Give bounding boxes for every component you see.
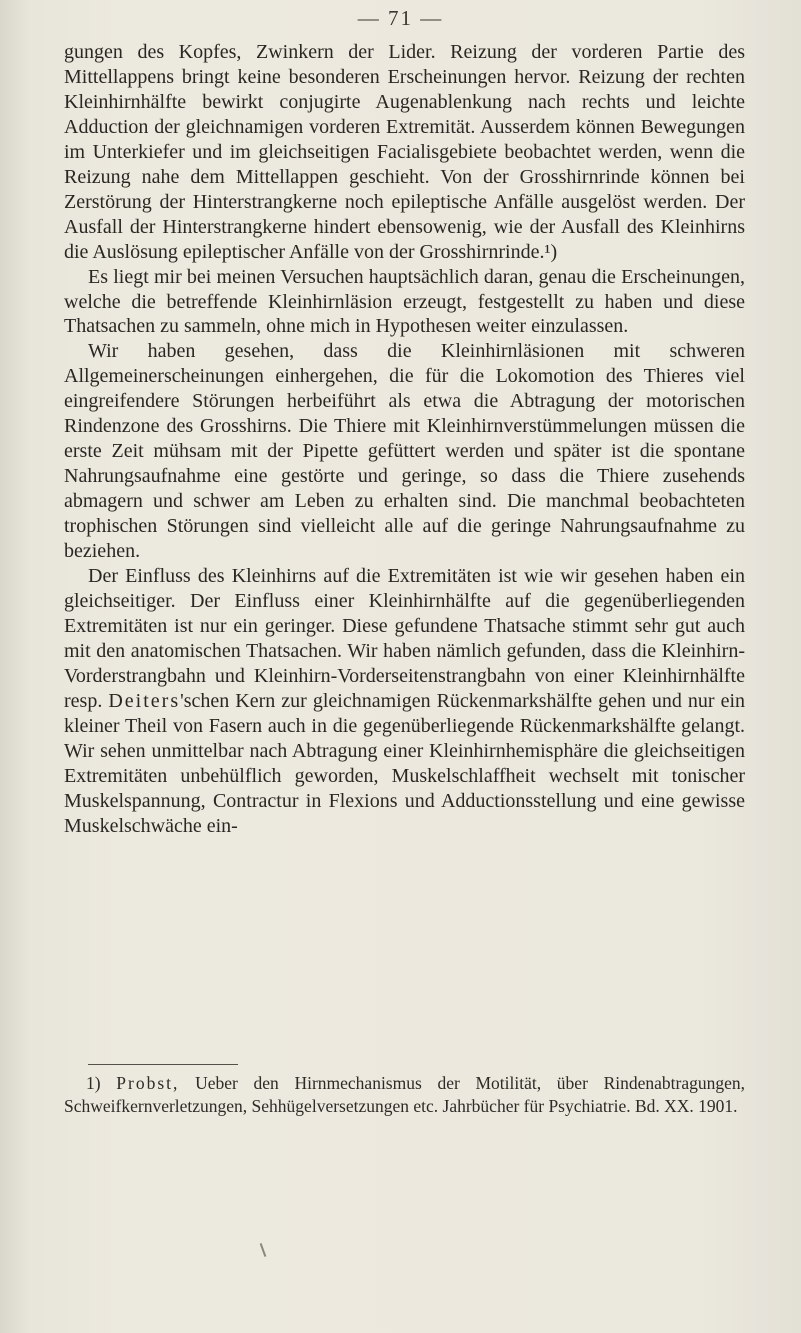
paragraph-3: Wir haben gesehen, dass die Kleinhirnläsionen mit schweren Allgemeinerscheinungen einhergehen, die für die Lokomotion des Thieres viel eingreifendere Störungen herbeiführt als etwa die Abtragung der motorischen Rindenzone des Grosshirns. Die Thiere mit Kleinhirnverstümmelungen müssen die erste Zeit mühsam mit der Pipette gefüttert werden und später ist die spontane Nahrungsaufnahme eine gestörte und geringe, so dass die Thiere zusehends abmagern und schwer am Leben zu erhalten sind. Die manchmal beobachteten trophischen Störungen sind vielleicht alle auf die geringe Nahrungsaufnahme zu beziehen. [64,340,745,563]
footnote-author: Probst, [116,1073,180,1093]
footnote [64,1072,745,1118]
paragraph-1: gungen des Kopfes, Zwinkern der Lider. Reizung der vorderen Partie des Mittellappens bringt keine besonderen Erscheinungen hervor. Reizung der rechten Kleinhirnhälfte bewirkt conjugirte Augenablenkung nach rechts und leichte Adduction der gleichnamigen vorderen Extremität. Ausserdem können Bewegungen im Unterkiefer und im gleichseitigen Facialisgebiete beobachtet werden, wenn die Reizung nahe dem Mittellappen geschieht. Von der Grosshirnrinde können bei Zerstörung der Hinterstrangkerne noch epileptische Anfälle ausgelöst werden. Der Ausfall der Hinterstrangkerne hindert ebensowenig, wie der Ausfall des Kleinhirns die Auslösung epileptischer Anfälle von der Grosshirnrinde.¹) [64,41,745,263]
stray-pen-mark [260,1243,267,1257]
paragraph-4-text: Der Einfluss des Kleinhirns auf die Extremitäten ist wie wir gesehen haben ein gleichseitiger. Der Einfluss einer Kleinhirnhälfte auf die gegenüberliegenden Extremitäten ist nur ein geringer. Diese gefundene Thatsache stimmt sehr gut auch mit den anatomischen Thatsachen. Wir haben nämlich gefunden, dass die Kleinhirn-Vorderstrangbahn und Kleinhirn-Vorderseitenstrangbahn von einer Kleinhirnhälfte resp. [64,565,745,712]
footnote-text: Ueber den Hirnmechanismus der Motilität, über Rindenabtragungen, Schweifkernverletzungen, Sehhügelversetzungen etc. Jahrbücher für Psychiatrie. Bd. XX. 1901. [64,1073,746,1116]
footnote-marker: 1) [86,1073,101,1093]
paragraph-4 [64,564,745,838]
body-text [64,40,745,839]
author-name-deiters: Deiters [108,689,181,712]
page-number: — 71 — [357,6,444,30]
paragraph-2: Es liegt mir bei meinen Versuchen hauptsächlich daran, genau die Erscheinungen, welche die betreffende Kleinhirnläsion erzeugt, festgestellt zu haben und diese Thatsachen zu sammeln, ohne mich in Hypothesen weiter einzulassen. [64,265,745,338]
footnote-separator [88,1064,238,1065]
paragraph-4-continuation: 'schen Kern zur gleichnamigen Rückenmarkshälfte gehen und nur ein kleiner Theil von Fasern auch in die gegenüberliegende Rückenmarkshälfte gelangt. Wir sehen unmittelbar nach Abtragung einer Kleinhirnhemisphäre die gleichseitigen Extremitäten unbehülflich geworden, Muskelschlaffheit wechselt mit tonischer Muskelspannung, Contractur in Flexions und Adductionsstellung und eine gewisse Muskelschwäche ein- [64,689,746,837]
